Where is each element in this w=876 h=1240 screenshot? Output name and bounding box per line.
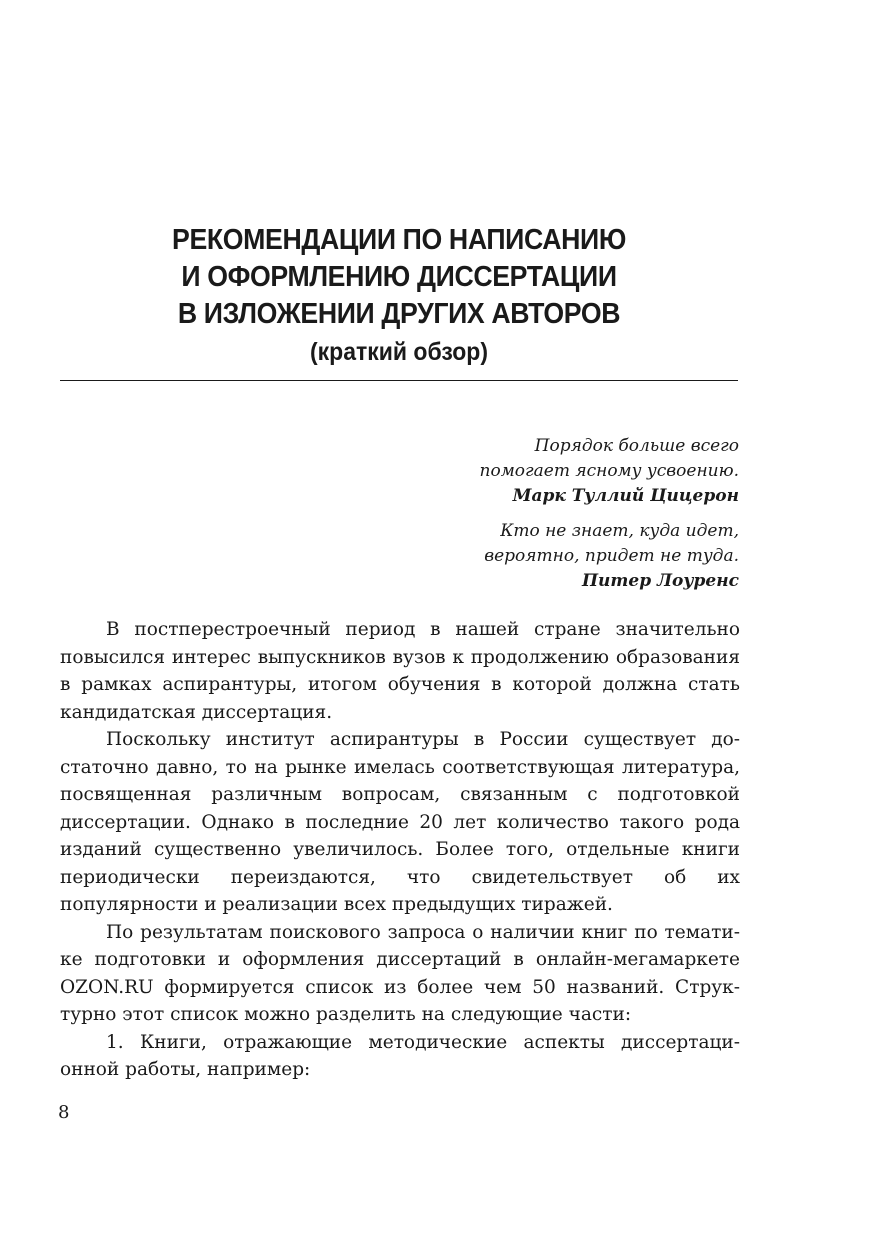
epigraph-author: Питер Лоуренс <box>581 571 739 591</box>
body-text <box>60 616 740 1084</box>
title-divider <box>60 380 738 381</box>
chapter-title <box>60 222 738 368</box>
epigraphs <box>480 434 739 594</box>
title-line-2: И ОФОРМЛЕНИЮ ДИССЕРТАЦИИ <box>181 261 617 293</box>
epigraph-line: Порядок больше всего <box>534 436 739 456</box>
epigraph-lawrence <box>480 519 739 594</box>
paragraph: В постперестроечный период в нашей стране значительно повысился интерес выпускников вузов к продолжению образования в рамках аспирантуры, итогом обучения в которой должна стать кандидатская диссертация. <box>60 619 740 723</box>
chapter-subtitle: (краткий обзор) <box>309 338 489 366</box>
epigraph-cicero <box>480 434 739 509</box>
epigraph-line: вероятно, придет не туда. <box>484 546 739 566</box>
epigraph-author: Марк Туллий Цицерон <box>512 486 739 506</box>
epigraph-line: помогает ясному усвоению. <box>479 461 739 481</box>
page-number: 8 <box>58 1102 70 1123</box>
paragraph: Поскольку институт аспирантуры в России существует достаточно давно, то на рынке имелась соответствующая литература, посвященная различным вопросам, связанным с подготовкой диссертации. Однако в последние 20 лет количество такого рода изданий существенно увеличилось. Более того, отдельные книги периодически переиздаются, что свидетельствует об их популярности и реализации всех предыдущих тиражей. <box>60 729 740 915</box>
title-line-3: В ИЗЛОЖЕНИИ ДРУГИХ АВТОРОВ <box>177 298 621 330</box>
title-line-1: РЕКОМЕНДАЦИИ ПО НАПИСАНИЮ <box>172 224 626 256</box>
paragraph: По результатам поискового запроса о наличии книг по тематике подготовки и оформления диссертаций в онлайн-мегамаркете OZON.RU формируется список из более чем 50 названий. Структурно этот список можно разделить на следующие части: <box>60 921 740 1025</box>
paragraph: 1. Книги, отражающие методические аспекты диссертационной работы, например: <box>60 1031 740 1080</box>
epigraph-line: Кто не знает, куда идет, <box>500 521 739 541</box>
